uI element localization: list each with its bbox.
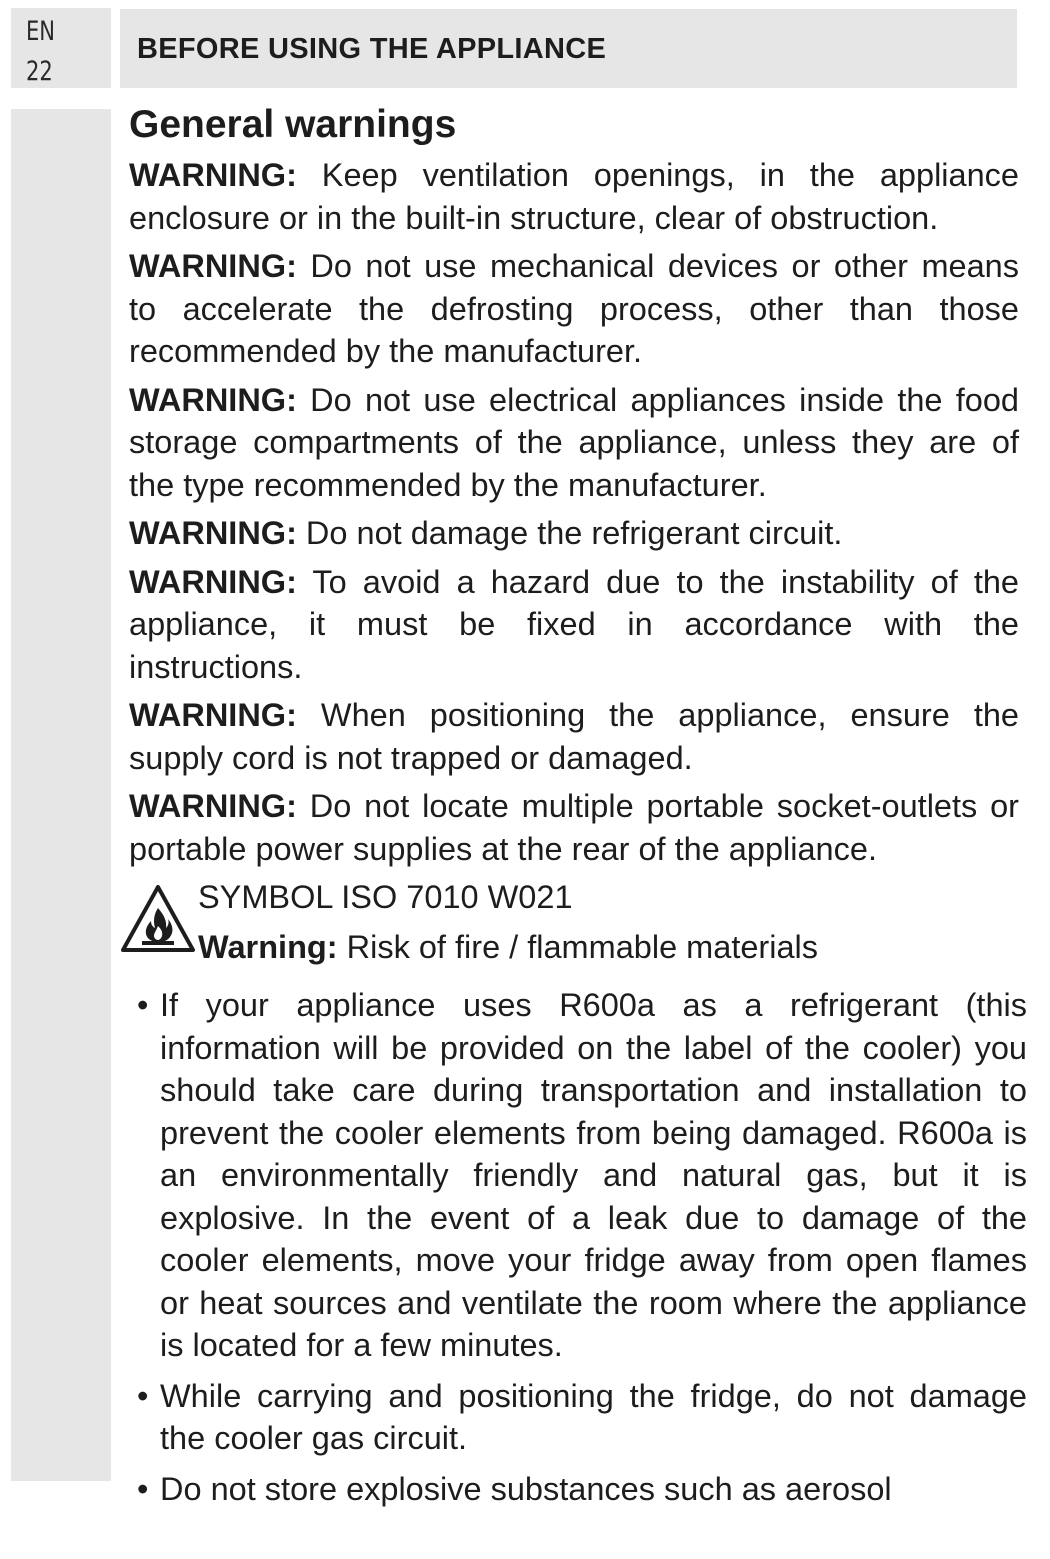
- warning-paragraph: [129, 512, 1019, 555]
- symbol-warning-label: Warning:: [198, 929, 338, 965]
- list-item-text: Do not store explosive substances such as aerosol: [160, 1470, 892, 1507]
- warning-paragraph: [129, 785, 1019, 870]
- warning-paragraph: [129, 379, 1019, 507]
- content: [129, 100, 1027, 1518]
- symbol-warning: [198, 926, 818, 968]
- warning-label: WARNING:: [129, 788, 297, 824]
- bullet-list: [137, 984, 1027, 1510]
- list-item-text: While carrying and positioning the fridge, do not damage the cooler gas circuit.: [160, 1377, 1027, 1456]
- language-code: EN: [26, 16, 56, 47]
- list-item: [137, 984, 1027, 1367]
- section-header-title: BEFORE USING THE APPLIANCE: [137, 33, 607, 65]
- warning-text: Do not damage the refrigerant circuit.: [296, 515, 843, 551]
- list-item: [137, 1468, 1027, 1511]
- warning-label: WARNING:: [129, 563, 297, 600]
- warning-text: Keep ventilation openings, in the appliance enclosure or in the built-in structure, clear of obstruction.: [129, 157, 1019, 236]
- warning-label: WARNING:: [129, 248, 297, 284]
- page-tab: [11, 8, 111, 88]
- warning-text: To avoid a hazard due to the instability of the appliance, it must be fixed in accordance with the instructions.: [129, 563, 1019, 685]
- warning-paragraph: [129, 694, 1019, 779]
- warning-text: Do not locate multiple portable socket-outlets or portable power supplies at the rear of the appliance.: [129, 788, 1019, 867]
- warning-paragraph: [129, 154, 1019, 239]
- symbol-warning-text: Risk of fire / flammable materials: [337, 929, 819, 965]
- warning-label: WARNING:: [129, 697, 297, 733]
- bullet-dot: •: [137, 987, 149, 1023]
- list-item: [137, 1375, 1027, 1460]
- fire-warning-triangle-icon: [120, 884, 196, 954]
- bullet-dot: •: [137, 1470, 149, 1507]
- warning-paragraph: [129, 245, 1019, 373]
- warning-text: When positioning the appliance, ensure the supply cord is not trapped or damaged.: [129, 697, 1019, 776]
- symbol-code: SYMBOL ISO 7010 W021: [198, 879, 573, 915]
- warning-text: Do not use electrical appliances inside the food storage compartments of the appliance, unless they are of the type recommended by the manufacturer.: [129, 381, 1019, 503]
- fire-symbol-block: [120, 876, 1019, 980]
- warning-label: WARNING:: [129, 157, 297, 193]
- section-heading: General warnings: [129, 103, 457, 146]
- side-bar: [11, 109, 111, 1481]
- section-header: [120, 9, 1017, 88]
- list-item-text: If your appliance uses R600a as a refrigerant (this information will be provided on the label of the cooler) you should take care during transportation and installation to prevent the cooler elements from being damaged. R600a is an environmentally friendly and natural gas, but it is explosive. In the event of a leak due to damage of the cooler elements, move your fridge away from open flames or heat sources and ventilate the room where the appliance is located for a few minutes.: [160, 987, 1027, 1363]
- warning-label: WARNING:: [129, 381, 297, 418]
- bullet-dot: •: [137, 1377, 149, 1414]
- warning-label: WARNING:: [129, 515, 297, 551]
- warning-paragraph: [129, 561, 1019, 689]
- warning-text: Do not use mechanical devices or other means to accelerate the defrosting process, other than those recommended by the manufacturer.: [129, 248, 1019, 369]
- page-number: 22: [26, 56, 53, 87]
